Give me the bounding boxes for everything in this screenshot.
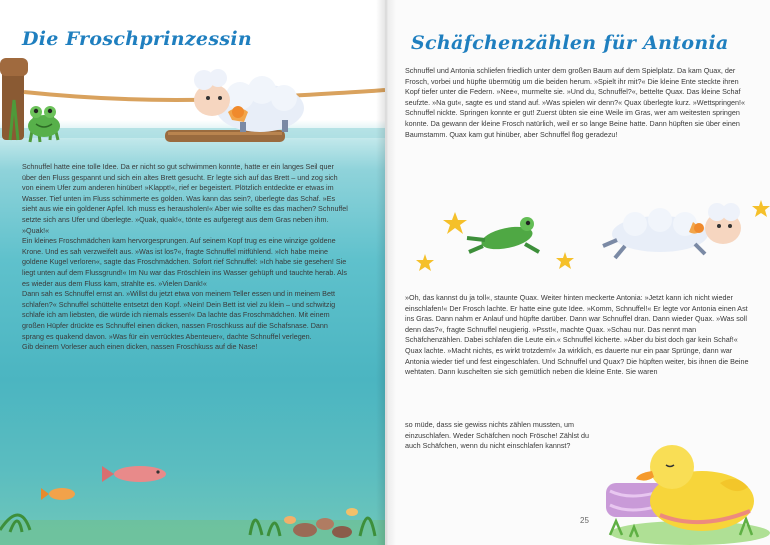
right-paragraph-1: Schnuffel und Antonia schliefen friedlich unter dem großen Baum auf dem Spielplatz. Da kam Quax, der Frosch, vorbei und hüpfte übermütig um die beiden herum. »Spielt ihr mit?« Die kleine Ente steckte ihren Kopf tiefer unter die Federn. »Nee«, murmelte sie. »Und du, Schnuffel?«, bettelte Quax. Das kleine Schaf seufzte. »Na gut«, sagte es und stand auf. »Was spielen wir denn?« Quax überlegte kurz. »Wettspringen!« Schnuffel nickte. Springen konnte er gut! Zuerst übten sie eine Weile im Gras, wer am weitesten springen konnte. Da gewann der kleine Frosch natürlich, weil er so lange Beine hatte. Dann hüpften sie über einen Baumstamm. Quax kam gut hinüber, aber Schnuffel flog geradezu! <box>405 66 746 139</box>
book-gutter <box>376 0 396 545</box>
right-page-title: Schäfchenzählen für Antonia <box>411 32 729 54</box>
left-paragraph-4: Gib deinem Vorleser auch einen dicken, nassen Froschkuss auf die Nase! <box>22 342 258 352</box>
left-page-story <box>22 162 350 353</box>
right-paragraph-3: so müde, dass sie gewiss nichts zählen mussten, um einzuschlafen. Weder Schäfchen noch Frösche! Zählst du auch Schäfchen, wenn du nicht einschlafen kannst? <box>405 420 590 451</box>
left-paragraph-3: Dann sah es Schnuffel ernst an. »Willst du jetzt etwa von meinem Teller essen und in meinem Bett schlafen?« Schnuffel schüttelte entsetzt den Kopf. »Nein! Dein Bett ist viel zu klein – und schwitzig schlafe ich am liebsten, die würde ich niemals essen!« Da lachte das Froschmädchen. Mit einem großen Hüpfer drückte es Schnuffel einen dicken, nassen Froschkuss auf die Schafsnase. Dann sprang es quakend davon. »Was für ein verrücktes Abenteuer«, dachte Schnuffel verlegen. <box>22 289 336 341</box>
right-page-story-end <box>405 420 595 452</box>
jumping-frog-sheep-illustration <box>385 200 770 280</box>
page-number: 25 <box>580 516 589 525</box>
right-page-story-bottom <box>405 293 755 378</box>
riverbed-fish-illustration <box>0 460 385 545</box>
sheep-on-raft-illustration <box>0 0 385 170</box>
sleeping-duck-illustration <box>590 425 770 545</box>
left-page-title: Die Froschprinzessin <box>22 28 252 50</box>
left-paragraph-2: Ein kleines Froschmädchen kam hervorgesprungen. Auf seinem Kopf trug es eine winzige goldene Krone. Und es sah verzweifelt aus. »Was ist los?«, fragte Schnuffel mitfühlend. »Ich habe meine goldene Kugel verloren«, sagte das Froschmädchen. Sofort rief Schnuffel: »Ich habe sie gesehen! Sie liegt unten auf dem Flussgrund!« Im Nu war das Fröschlein ins Wasser gehüpft und tauchte herab. Als es wieder aus dem Fluss kam, strahlte es. »Vielen Dank!« <box>22 236 347 288</box>
right-page <box>385 0 770 545</box>
right-paragraph-2: »Oh, das kannst du ja toll«, staunte Quax. Weiter hinten meckerte Antonia: »Jetzt kann ich nicht wieder einschlafen!« Der Frosch lachte. Er hatte eine gute Idee. »Komm, Schnuffel!« Er legte vor Antonia einen Ast ins Gras. Dann nahm er Anlauf und hüpfte darüber. Dann war Schnuffel dran. Dann wieder Quax. »Was soll denn das?«, fragte Schnuffel neugierig. »Psst!«, machte Quax. »Schau nur. Das nennt man Schäfchenzählen. Dabei schlafen die Leute ein.« Schnuffel kicherte. »Aber du bist doch gar kein Schaf!« Quax lachte. »Macht nichts, es wirkt trotzdem!« Ja wirklich, es dauerte nur ein paar Sprünge, dann war Antonia wieder tief und fest eingeschlafen. Und Schnuffel und Quax? Die hüpften weiter, bis ihnen die Beine wehtaten. Dann kuschelten sie sich gemütlich neben die kleine Ente. Sie waren <box>405 293 749 377</box>
left-paragraph-1: Schnuffel hatte eine tolle Idee. Da er nicht so gut schwimmen konnte, hatte er ein langes Seil quer über den Fluss gespannt und sich ein altes Brett gesucht. Er legte sich auf das Brett – und zog sich von einem Ufer zum anderen hinüber! »Klappt!«, rief er begeistert. Plötzlich entdeckte er etwas im Wasser. Tief unten im Fluss schimmerte es golden. Was kann das sein?, überlegte das Schaf. »Es sieht aus wie ein goldener Apfel. Ich muss es herausholen!« Aber wie sollte es das machen? Schnuffel setzte sich ans Ufer und überlegte. »Quak, quak!«, tönte es aufgeregt aus dem Gras neben ihm. »Quak!« <box>22 162 348 235</box>
right-page-story-top <box>405 66 753 140</box>
